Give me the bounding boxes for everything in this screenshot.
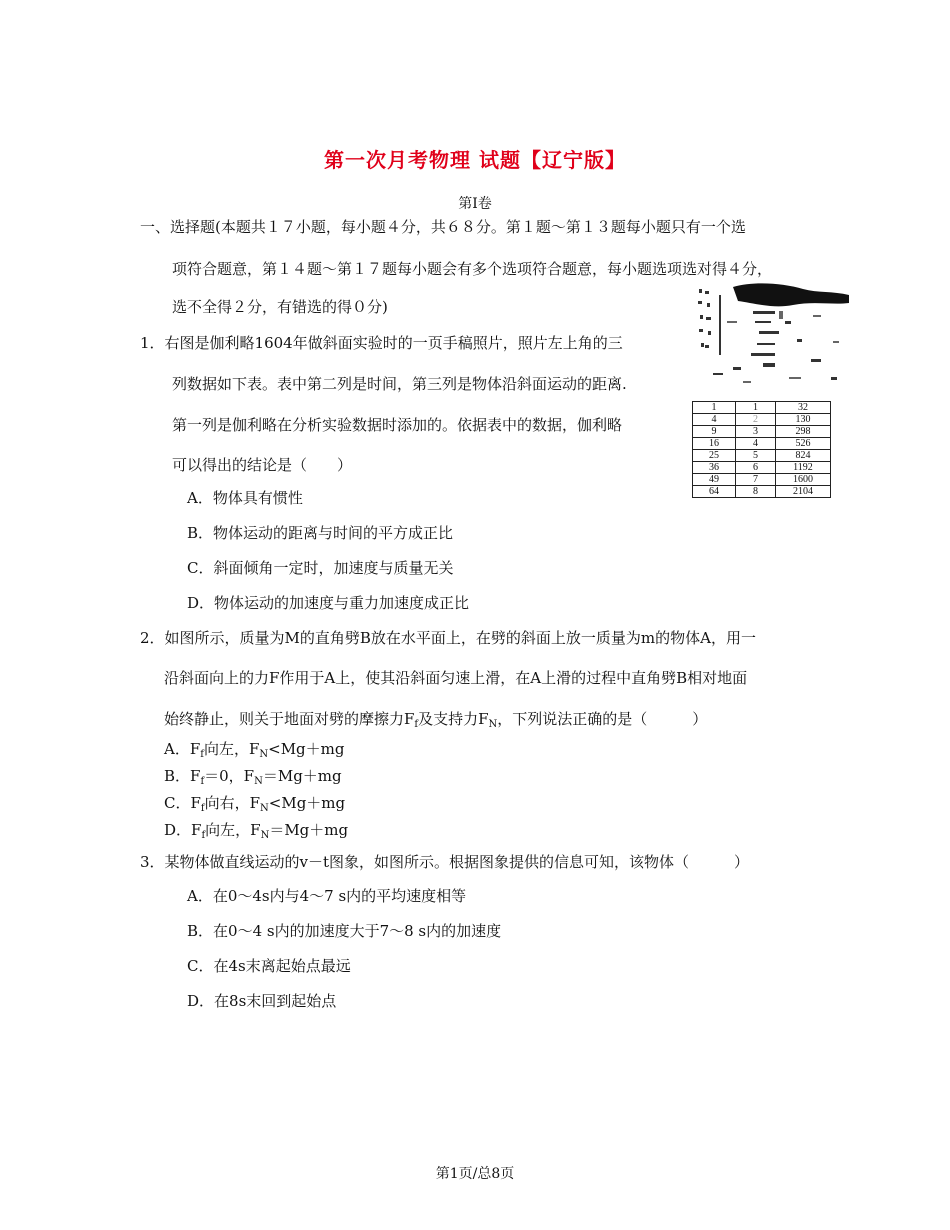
table-cell: 8 xyxy=(736,486,776,498)
table-cell: 1192 xyxy=(776,462,831,474)
q2-option-c: C．$F_f$向右，$F_N<Mg+mg$ xyxy=(164,794,346,814)
table-row xyxy=(693,486,831,498)
table-row xyxy=(693,438,831,450)
table-row xyxy=(693,414,831,426)
table-cell: 5 xyxy=(736,450,776,462)
table-cell: 49 xyxy=(693,474,736,486)
table-cell: 1 xyxy=(693,402,736,414)
q1-stem-line4: 可以得出的结论是（ ） xyxy=(172,456,353,474)
section-instructions-line3: 选不全得２分，有错选的得０分) xyxy=(172,298,388,316)
table-cell: 7 xyxy=(736,474,776,486)
q1-option-d: D．物体运动的加速度与重力加速度成正比 xyxy=(187,594,470,612)
q3-stem: 3．某物体做直线运动的v－t图象，如图所示。根据图象提供的信息可知，该物体（ ） xyxy=(140,853,750,871)
q2-option-d: D．$F_f$向左，$F_N=Mg+mg$ xyxy=(164,821,349,841)
table-cell: 2 xyxy=(736,414,776,426)
q2-option-a: A．$F_f$向左，$F_N<Mg+mg$ xyxy=(164,740,345,760)
q3-option-b: B．在0～4 s内的加速度大于7～8 s内的加速度 xyxy=(187,922,502,940)
table-cell: 25 xyxy=(693,450,736,462)
table-row xyxy=(693,462,831,474)
table-cell: 1600 xyxy=(776,474,831,486)
table-cell: 4 xyxy=(736,438,776,450)
table-cell: 3 xyxy=(736,426,776,438)
table-row xyxy=(693,402,831,414)
table-cell: 6 xyxy=(736,462,776,474)
q2-stem-line3: 始终静止，则关于地面对劈的摩擦力$F_f$及支持力$F_N$，下列说法正确的是（ ） xyxy=(164,710,708,730)
table-cell: 64 xyxy=(693,486,736,498)
q1-stem-line1: 1．右图是伽利略1604年做斜面实验时的一页手稿照片，照片左上角的三 xyxy=(140,334,623,352)
q2-option-b: B．$F_f=0$，$F_N=Mg+mg$ xyxy=(164,767,342,787)
table-row xyxy=(693,426,831,438)
q1-stem-line3: 第一列是伽利略在分析实验数据时添加的。依据表中的数据，伽利略 xyxy=(172,416,623,434)
volume-heading: 第Ⅰ卷 xyxy=(458,196,492,212)
table-cell: 298 xyxy=(776,426,831,438)
table-cell: 526 xyxy=(776,438,831,450)
document-title: 第一次月考物理 试题【辽宁版】 xyxy=(324,148,626,172)
section-instructions-line1: 一、选择题(本题共１７小题，每小题４分，共６８分。第１题～第１３题每小题只有一个选 xyxy=(140,218,746,236)
q1-option-a: A．物体具有惯性 xyxy=(187,489,303,507)
table-row xyxy=(693,450,831,462)
q3-option-d: D．在8s末回到起始点 xyxy=(187,992,337,1010)
galileo-data-table xyxy=(692,401,831,498)
table-cell: 36 xyxy=(693,462,736,474)
page-footer: 第1页/总8页 xyxy=(435,1166,515,1182)
q1-option-c: C．斜面倾角一定时，加速度与质量无关 xyxy=(187,559,454,577)
table-cell: 9 xyxy=(693,426,736,438)
manuscript-photo xyxy=(693,281,851,395)
table-cell: 2104 xyxy=(776,486,831,498)
q1-stem-line2: 列数据如下表。表中第二列是时间，第三列是物体沿斜面运动的距离. xyxy=(172,375,627,393)
table-cell: 824 xyxy=(776,450,831,462)
table-cell: 130 xyxy=(776,414,831,426)
q2-stem-line1: 2．如图所示，质量为M的直角劈B放在水平面上，在劈的斜面上放一质量为m的物体A，用一 xyxy=(140,629,756,647)
table-cell: 16 xyxy=(693,438,736,450)
table-cell: 1 xyxy=(736,402,776,414)
q2-stem-line2: 沿斜面向上的力F作用于A上，使其沿斜面匀速上滑，在A上滑的过程中直角劈B相对地面 xyxy=(164,669,748,687)
section-instructions-line2: 项符合题意，第１４题～第１７题每小题会有多个选项符合题意，每小题选项选对得４分， xyxy=(172,260,773,278)
table-cell: 4 xyxy=(693,414,736,426)
q3-option-a: A．在0～4s内与4～7 s内的平均速度相等 xyxy=(187,887,467,905)
q1-option-b: B．物体运动的距离与时间的平方成正比 xyxy=(187,524,454,542)
table-cell: 32 xyxy=(776,402,831,414)
table-row xyxy=(693,474,831,486)
q3-option-c: C．在4s末离起始点最远 xyxy=(187,957,351,975)
